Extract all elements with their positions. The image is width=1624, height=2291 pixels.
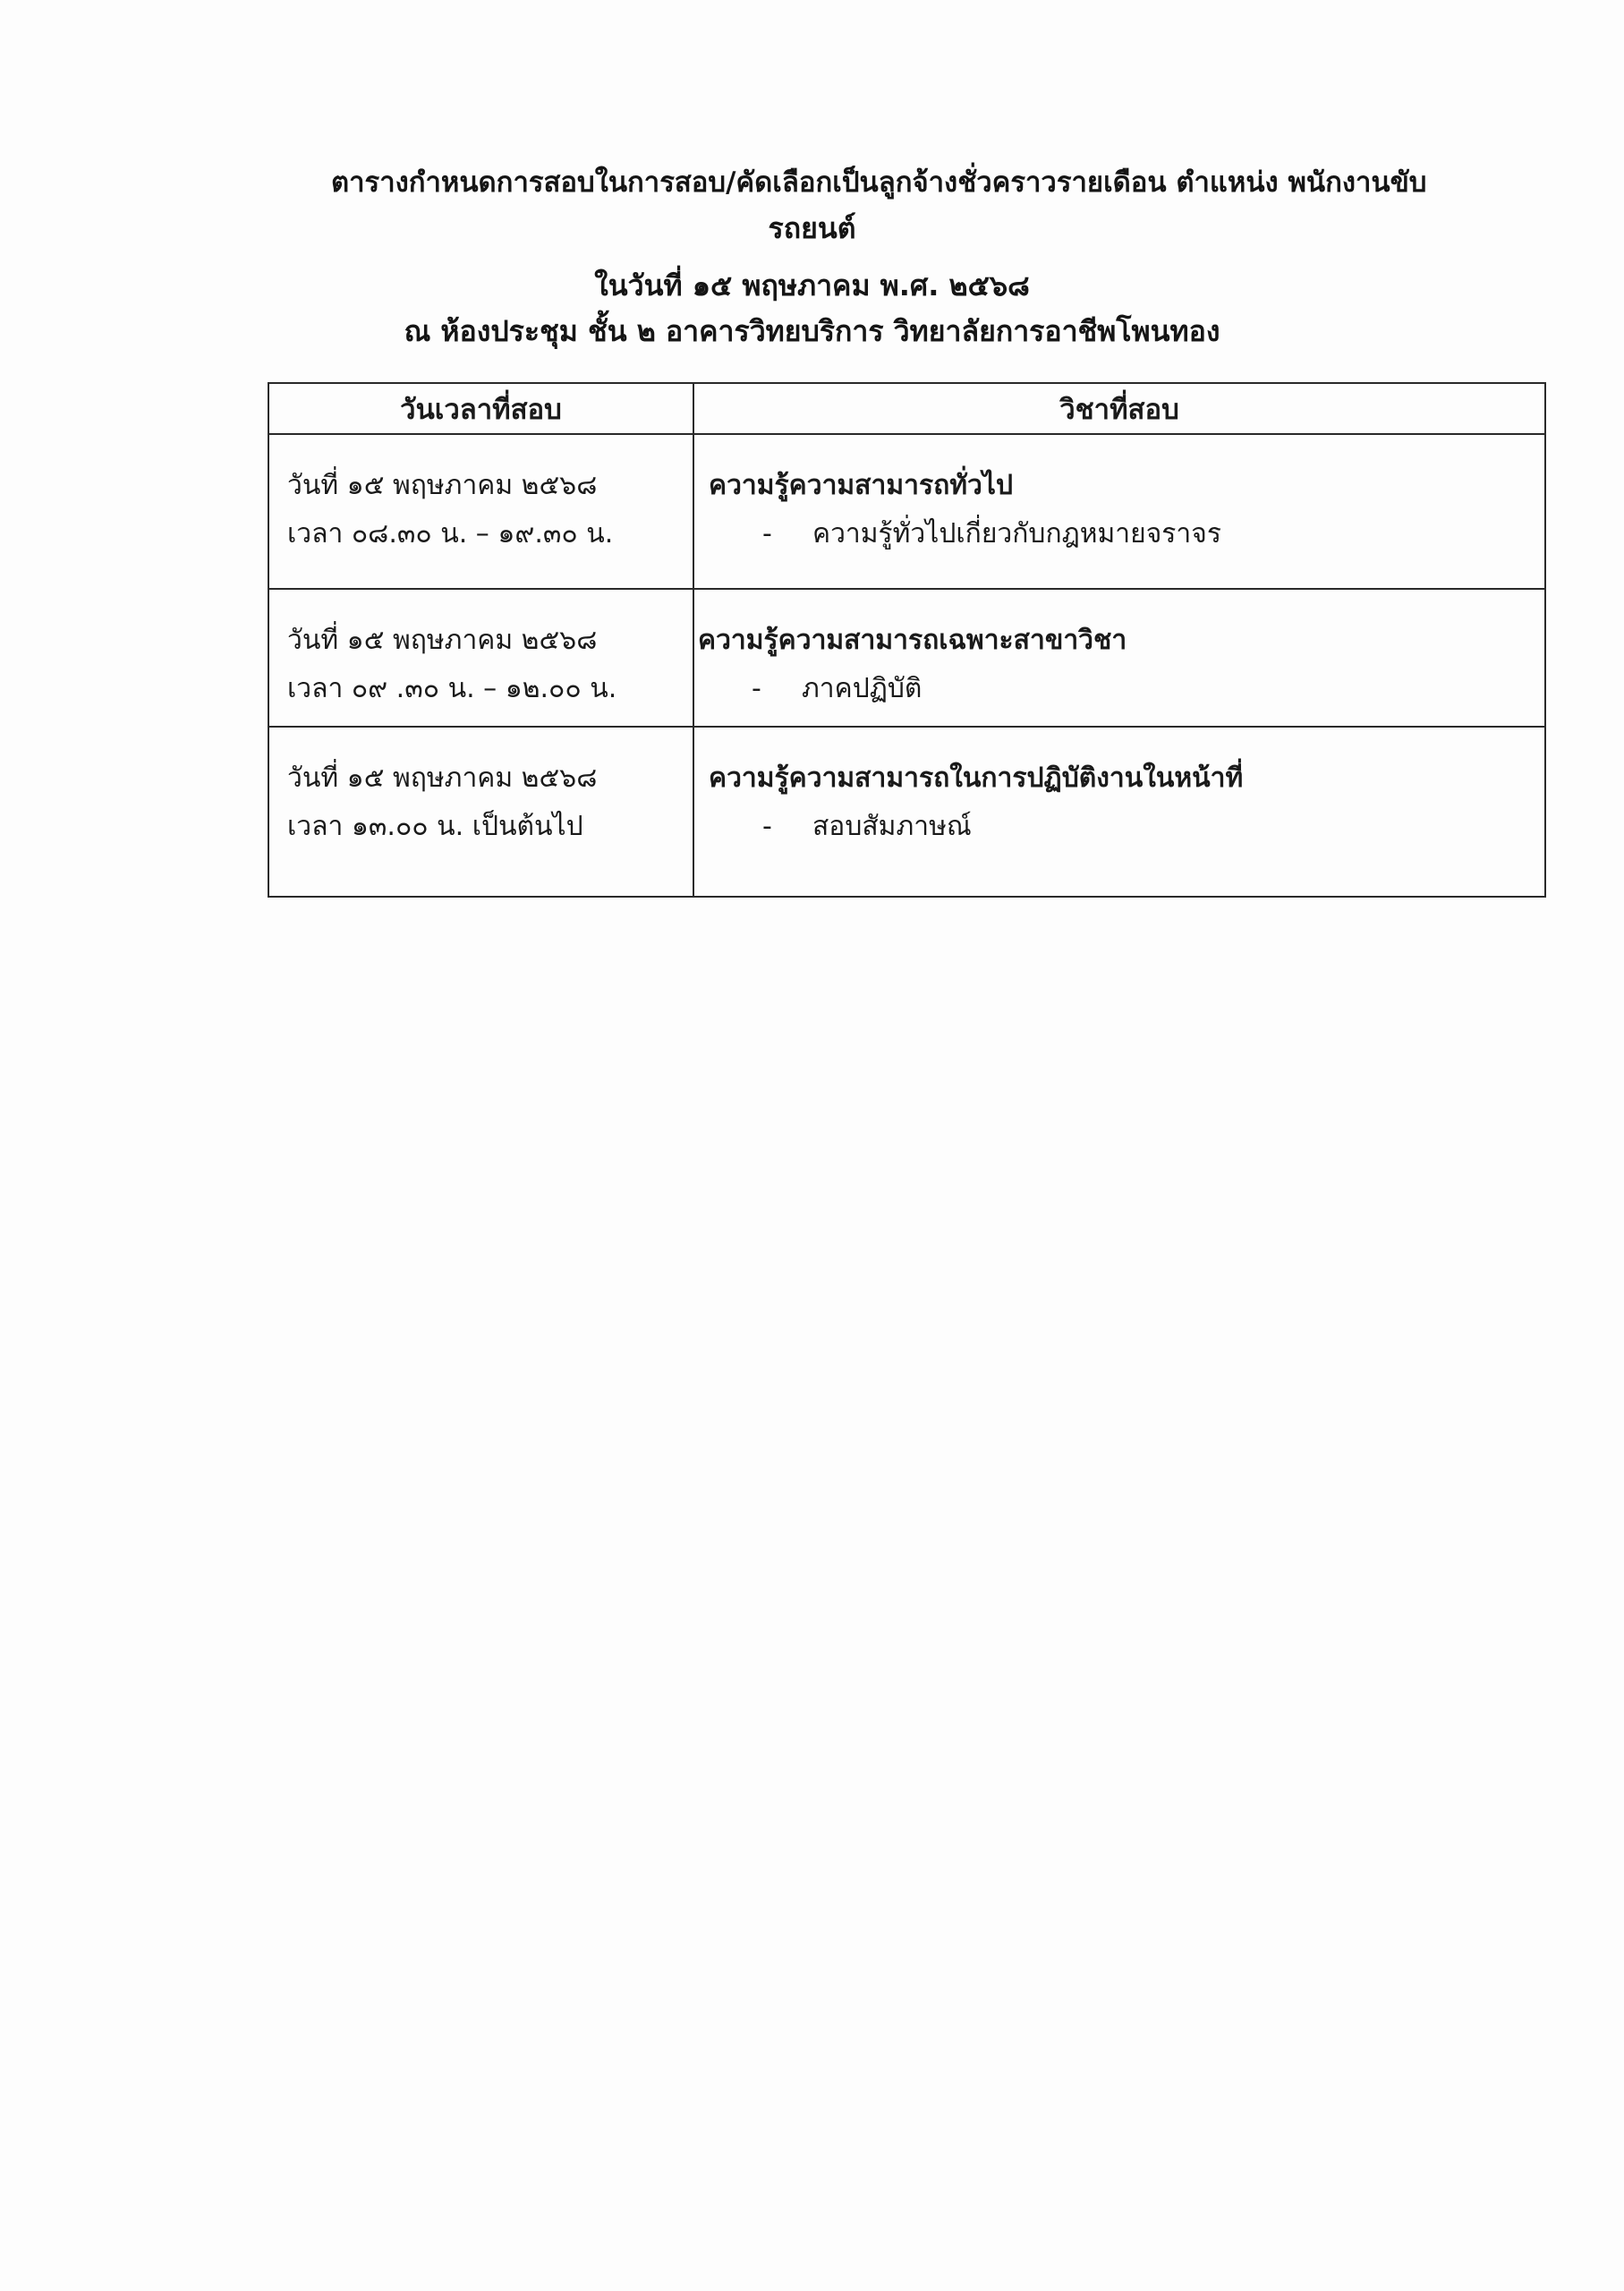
heading-exam-location: ณ ห้องประชุม ชั้น ๒ อาคารวิทยบริการ วิทยาลัยการอาชีพโพนทอง [404, 314, 1220, 348]
subject-item-text: ภาคปฏิบัติ [802, 673, 923, 704]
exam-time: เวลา ๑๓.๐๐ น. เป็นต้นไป [287, 811, 583, 842]
subject-cell [693, 589, 1545, 727]
datetime-cell [268, 727, 693, 897]
subject-item-text: ความรู้ทั่วไปเกี่ยวกับกฎหมายจราจร [812, 518, 1221, 549]
exam-date: วันที่ ๑๕ พฤษภาคม ๒๕๖๘ [287, 762, 598, 794]
exam-schedule-table [268, 382, 1546, 898]
exam-date: วันที่ ๑๕ พฤษภาคม ๒๕๖๘ [287, 625, 598, 656]
exam-time: เวลา ๐๙ .๓๐ น. – ๑๒.๐๐ น. [287, 673, 617, 704]
exam-date: วันที่ ๑๕ พฤษภาคม ๒๕๖๘ [287, 470, 598, 501]
header-subject: วิชาที่สอบ [693, 383, 1545, 434]
subject-cell [693, 434, 1545, 589]
table-row [268, 589, 1545, 727]
datetime-cell [268, 589, 693, 727]
header-datetime: วันเวลาที่สอบ [268, 383, 693, 434]
heading-title-line2: รถยนต์ [768, 211, 856, 245]
subject-item [709, 510, 1526, 558]
subject-item [698, 665, 1526, 713]
item-dash: - [762, 811, 772, 842]
subject-cell [693, 727, 1545, 897]
datetime-cell [268, 434, 693, 589]
subject-title: ความรู้ความสามารถเฉพาะสาขาวิชา [698, 625, 1127, 656]
subject-item-text: สอบสัมภาษณ์ [812, 811, 972, 842]
subject-title: ความรู้ความสามารถในการปฏิบัติงานในหน้าที่ [709, 762, 1244, 794]
table-row [268, 727, 1545, 897]
item-dash: - [762, 518, 772, 549]
exam-time: เวลา ๐๘.๓๐ น. – ๑๙.๓๐ น. [287, 518, 614, 549]
table-header-row [268, 383, 1545, 434]
subject-item [709, 803, 1526, 851]
item-dash: - [752, 673, 761, 704]
table-row [268, 434, 1545, 589]
subject-title: ความรู้ความสามารถทั่วไป [709, 470, 1013, 501]
heading-exam-date: ในวันที่ ๑๕ พฤษภาคม พ.ศ. ๒๕๖๘ [594, 268, 1030, 302]
heading-title-line1: ตารางกำหนดการสอบในการสอบ/คัดเลือกเป็นลูกจ้างชั่วคราวรายเดือน ตำแหน่ง พนักงานขับ [331, 166, 1427, 199]
